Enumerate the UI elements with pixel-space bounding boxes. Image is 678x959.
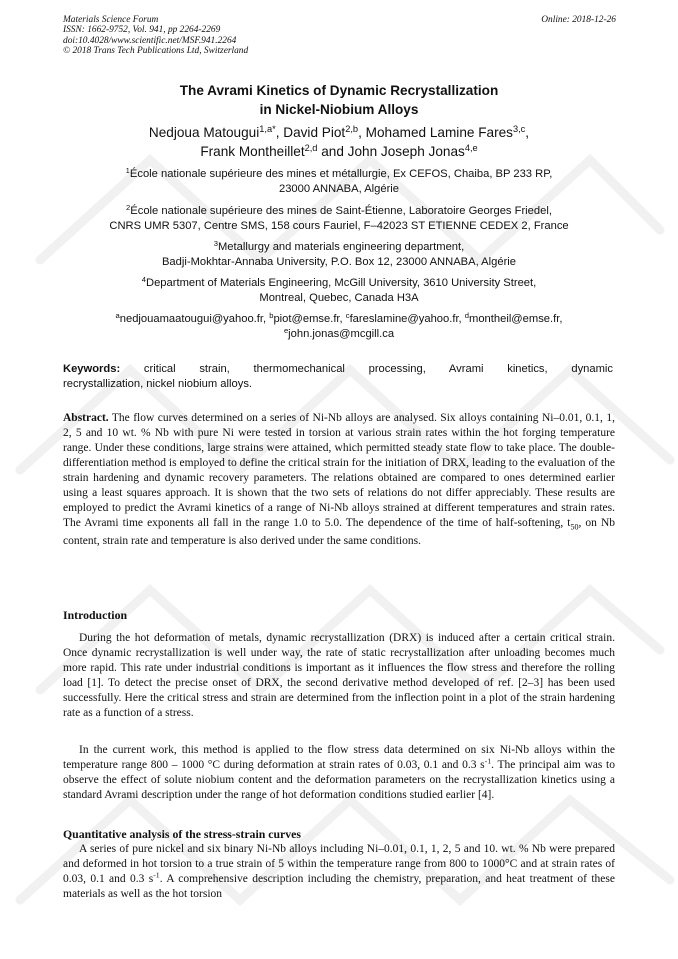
- intro-superscript: -1: [484, 756, 492, 766]
- affiliation-text: École nationale supérieure des mines et métallurgie, Ex CEFOS, Chaiba, BP 233 RP,: [129, 168, 553, 180]
- quantitative-text: . A comprehensive description including the chemistry, preparation, and heat treatment of these materials as well as the hot torsion: [63, 873, 615, 900]
- author-name: Nedjoua Matougui: [148, 125, 260, 140]
- abstract-text: The flow curves determined on a series of Ni-Nb alloys are analysed. Six alloys containing Ni–0.01, 0.1, 1, 2, 5 and 10 wt. % Nb with pure Ni were tested in torsion at various strain rates within the hot forging temperature range. Under these conditions, large strains were attained, which permitted steady state flow to take place. The double-differentiation method is employed to define the critical strain for the initiation of DRX, leading to the evaluation of the strain hardening and dynamic recovery parameters. The relations obtained are compared to ones determined earlier using a least squares approach. It is shown that the two sets of relations do not differ appreciably. These results are employed to predict the Avrami kinetics of a range of Ni-Nb alloys strained at different temperatures and strain rates. The Avrami time exponents all fall in the range 1.0 to 5.0. The dependence of the time of half-softening, t: [63, 412, 615, 529]
- affiliation-text: École nationale supérieure des mines de Saint-Étienne, Laboratoire Georges Friedel,: [130, 205, 552, 217]
- keywords-line: [63, 362, 613, 377]
- abstract-text: , on Nb content, strain rate and temperature is also derived under the same conditions.: [63, 517, 615, 548]
- author-separator: and: [317, 144, 348, 159]
- keywords-text: critical strain, thermomechanical processing, Avrami kinetics, dynamic: [143, 363, 614, 375]
- author-affiliation-mark: 3,c: [512, 123, 526, 134]
- author-affiliation-mark: 2,b: [345, 123, 359, 134]
- email-address[interactable]: nedjouamaatougui@yahoo.fr,: [119, 313, 270, 325]
- affiliation-3: [60, 240, 618, 270]
- intro-paragraph-2: [63, 743, 615, 803]
- email-address[interactable]: john.jonas@mcgill.ca: [288, 328, 395, 340]
- abstract: [63, 411, 615, 549]
- email-address[interactable]: montheil@emse.fr,: [469, 313, 563, 325]
- affiliation-mark: 1: [125, 165, 130, 175]
- affiliation-4: [60, 276, 618, 306]
- keywords-line-2: recrystallization, nickel niobium alloys.: [63, 378, 253, 390]
- affiliation-mark: 2: [126, 202, 131, 212]
- affiliation-1: [60, 167, 618, 197]
- author-name: David Piot: [283, 125, 346, 140]
- intro-text: . The principal aim was to observe the effect of solute niobium content and the deformation parameters on the recrystallization kinetics using a standard Avrami description under the range of hot deformation conditions studied earlier [4].: [63, 759, 615, 801]
- abstract-subscript: 50: [570, 522, 579, 532]
- affiliation-mark: 4: [141, 274, 146, 284]
- email-mark: d: [464, 310, 470, 320]
- paper-title: [0, 81, 678, 119]
- online-date: Online: 2018-12-26: [541, 15, 616, 25]
- abstract-label: Abstract.: [63, 412, 109, 424]
- author-separator: ,: [275, 125, 284, 140]
- email-list: [60, 312, 618, 342]
- journal-doi: doi:10.4028/www.scientific.net/MSF.941.2264: [63, 35, 237, 46]
- author-affiliation-mark: 1,a*: [259, 123, 276, 134]
- email-mark: e: [283, 325, 289, 335]
- affiliation-text: 23000 ANNABA, Algérie: [278, 183, 400, 195]
- author-list: [0, 123, 678, 161]
- affiliation-text: Montreal, Quebec, Canada H3A: [259, 292, 419, 304]
- paper-title-line: in Nickel-Niobium Alloys: [259, 102, 419, 117]
- email-address[interactable]: fareslamine@yahoo.fr,: [349, 313, 465, 325]
- section-heading-quantitative: Quantitative analysis of the stress-strain curves: [63, 827, 301, 841]
- author-separator: ,: [358, 125, 366, 140]
- journal-name: Materials Science Forum: [63, 15, 159, 25]
- affiliation-text: Department of Materials Engineering, McGill University, 3610 University Street,: [145, 277, 537, 289]
- author-name: Frank Montheillet: [200, 144, 305, 159]
- intro-paragraph-1: During the hot deformation of metals, dynamic recrystallization (DRX) is induced after a certain critical strain. Once dynamic recrystallization is well under way, the rate of static recrystallization after unloading becomes much more rapid. This rate under industrial conditions is important as it influences the flow stress and therefore the rolling load [1]. To detect the precise onset of DRX, the second derivative method developed of ref. [2–3] has been used successfully. Here the critical stress and strain are determined from the inflection point in a plot of the strain hardening rate as a function of a stress.: [63, 632, 615, 719]
- author-name: John Joseph Jonas: [347, 144, 465, 159]
- journal-copyright: © 2018 Trans Tech Publications Ltd, Switzerland: [63, 46, 249, 57]
- affiliation-text: Metallurgy and materials engineering department,: [217, 241, 465, 253]
- email-mark: c: [345, 310, 350, 320]
- journal-header: [63, 15, 248, 57]
- author-affiliation-mark: 4,e: [464, 142, 478, 153]
- keywords-label: Keywords:: [63, 363, 121, 375]
- author-affiliation-mark: 2,d: [304, 142, 318, 153]
- author-separator: ,: [525, 125, 530, 140]
- affiliation-text: CNRS UMR 5307, Centre SMS, 158 cours Fauriel, F–42023 ST ETIENNE CEDEX 2, France: [109, 220, 569, 232]
- email-mark: a: [115, 310, 120, 320]
- email-mark: b: [269, 310, 274, 320]
- affiliation-2: [60, 204, 618, 234]
- affiliation-mark: 3: [213, 238, 218, 248]
- quantitative-text: A series of pure nickel and six binary Ni-Nb alloys including Ni–0.01, 0.1, 1, 2, 5 and 10. wt. % Nb were prepared and deformed in hot torsion to a true strain of 5 within the temperature range from 800 to 1000°C and at strain rates of 0.03, 0.1 and 0.3 s: [63, 843, 615, 885]
- section-heading-introduction: Introduction: [63, 608, 128, 622]
- intro-text: In the current work, this method is applied to the flow stress data determined on six Ni-Nb alloys within the temperature range 800 – 1000 °C during deformation at strain rates of 0.03, 0.1 and 0.3 s: [63, 744, 615, 771]
- affiliation-text: Badji-Mokhtar-Annaba University, P.O. Box 12, 23000 ANNABA, Algérie: [161, 256, 517, 268]
- author-name: Mohamed Lamine Fares: [365, 125, 513, 140]
- paper-title-line: The Avrami Kinetics of Dynamic Recrystallization: [179, 83, 499, 98]
- email-address[interactable]: piot@emse.fr,: [273, 313, 346, 325]
- journal-issn: ISSN: 1662-9752, Vol. 941, pp 2264-2269: [63, 25, 221, 36]
- quantitative-superscript: -1: [153, 870, 160, 880]
- quantitative-paragraph-1: [63, 842, 615, 902]
